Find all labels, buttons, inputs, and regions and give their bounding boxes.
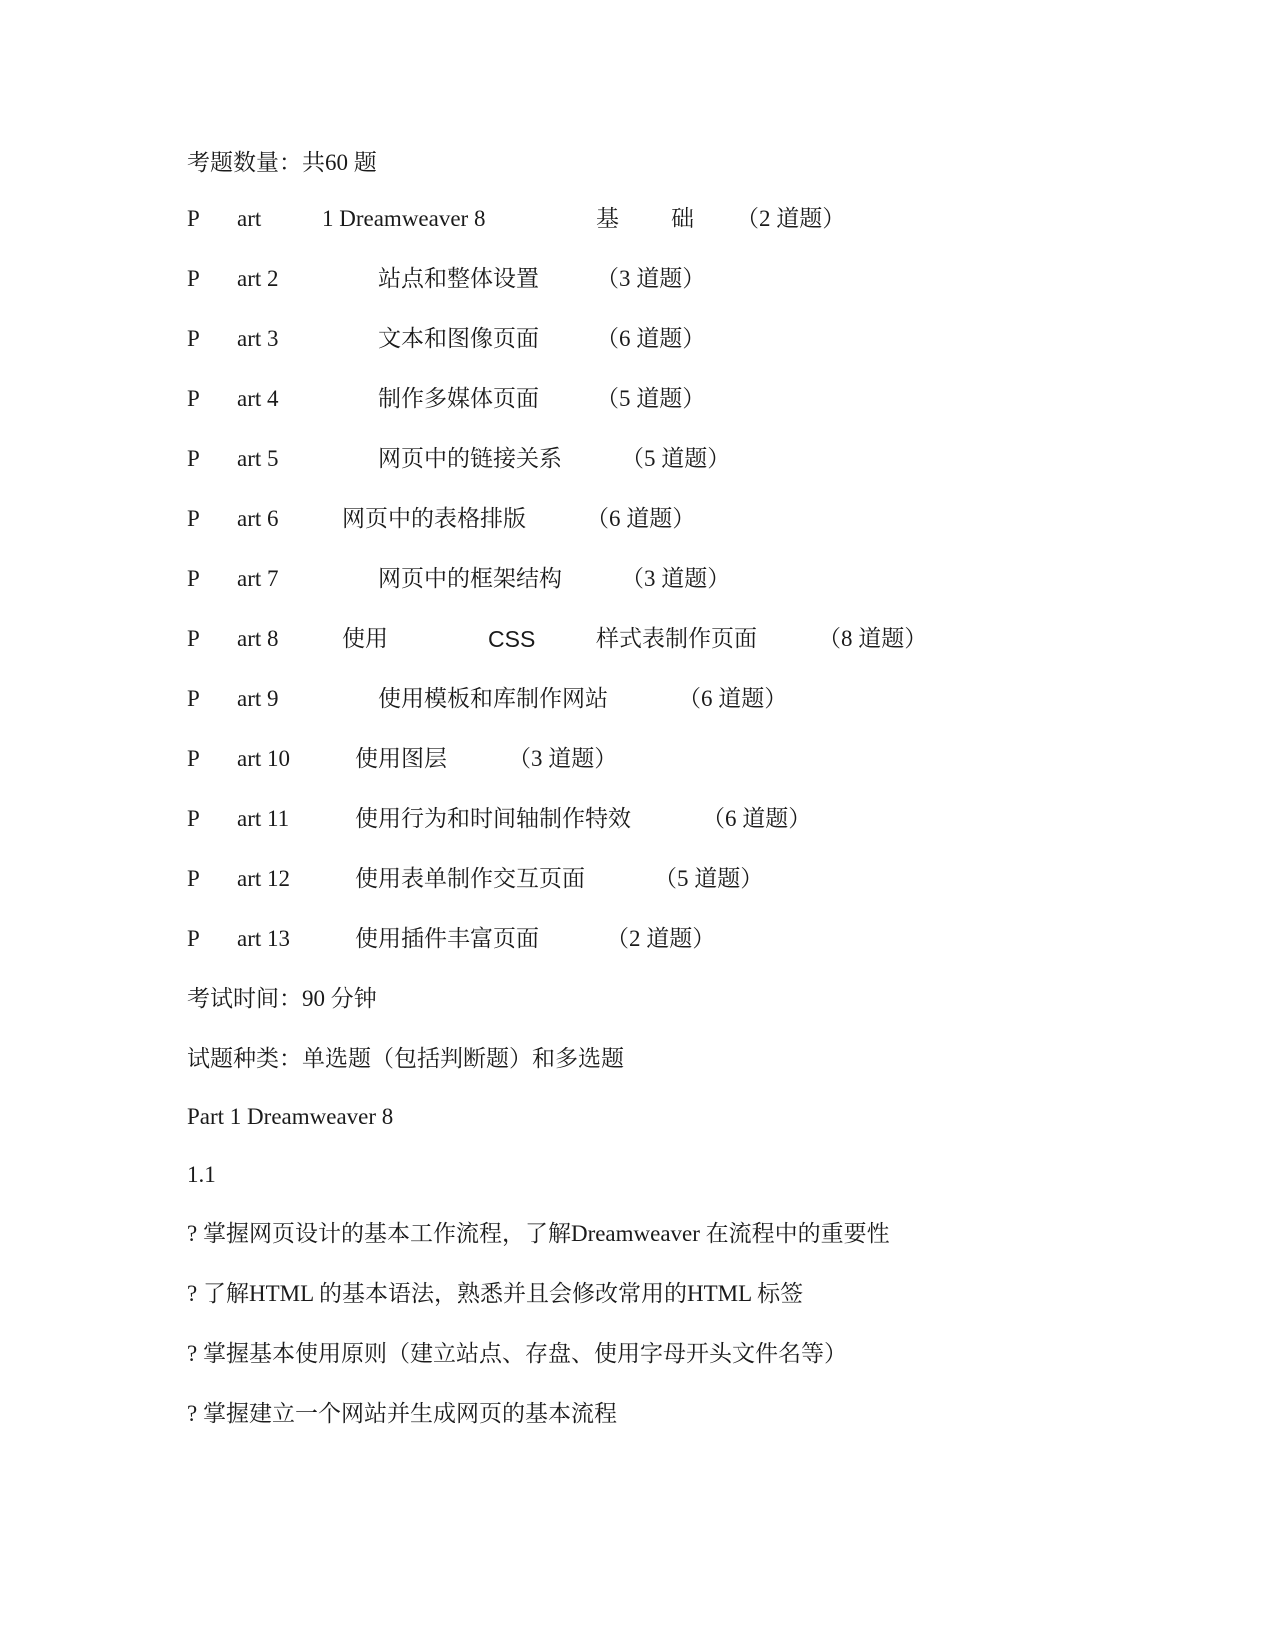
part-art: art 12: [237, 866, 291, 891]
part-art: art 13: [237, 926, 291, 951]
part-art: art: [237, 206, 262, 231]
bullet-item: ? 了解HTML 的基本语法，熟悉并且会修改常用的HTML 标签: [187, 1281, 804, 1306]
part-art: art 3: [237, 326, 279, 351]
part-count: （5 道题）: [596, 386, 706, 411]
part-count: （6 道题）: [702, 806, 812, 831]
part-row: [0, 383, 1275, 415]
section-number: 1.1: [187, 1162, 216, 1187]
part-art: art 9: [237, 686, 279, 711]
part-number: 1 Dreamweaver 8: [322, 206, 486, 231]
section-heading: Part 1 Dreamweaver 8: [187, 1104, 394, 1129]
part-row: [0, 563, 1275, 595]
part-p: P: [187, 926, 200, 951]
part-title-a: 使用: [342, 626, 388, 651]
question-count: 考题数量：共60 题: [187, 150, 377, 175]
part-row: [0, 863, 1275, 895]
part-title: 站点和整体设置: [378, 266, 539, 291]
part-row: [0, 623, 1275, 655]
part-title: 使用模板和库制作网站: [378, 686, 608, 711]
part-art: art 2: [237, 266, 279, 291]
part-p: P: [187, 866, 200, 891]
part-art: art 6: [237, 506, 279, 531]
part-art: art 11: [237, 806, 290, 831]
part-count: （6 道题）: [586, 506, 696, 531]
bullet-item: ? 掌握建立一个网站并生成网页的基本流程: [187, 1401, 617, 1426]
part-p: P: [187, 266, 200, 291]
part-row: [0, 443, 1275, 475]
part-count: （5 道题）: [621, 446, 731, 471]
part-count: （8 道题）: [818, 626, 928, 651]
part-row: [0, 203, 1275, 235]
part-title: 使用图层: [355, 746, 447, 771]
bullet-item: ? 掌握基本使用原则（建立站点、存盘、使用字母开头文件名等）: [187, 1341, 847, 1366]
part-art: art 10: [237, 746, 291, 771]
part-p: P: [187, 746, 200, 771]
part-p: P: [187, 686, 200, 711]
part-row: [0, 503, 1275, 535]
part-count: （3 道题）: [596, 266, 706, 291]
part-title: 网页中的链接关系: [378, 446, 562, 471]
part-title: 网页中的框架结构: [378, 566, 562, 591]
part-row: [0, 743, 1275, 775]
part-count: （6 道题）: [678, 686, 788, 711]
part-art: art 4: [237, 386, 279, 411]
part-p: P: [187, 386, 200, 411]
part-title: 制作多媒体页面: [378, 386, 539, 411]
part-p: P: [187, 806, 200, 831]
part-title: 使用行为和时间轴制作特效: [355, 806, 631, 831]
part-row: [0, 683, 1275, 715]
part-art: art 8: [237, 626, 279, 651]
part-p: P: [187, 566, 200, 591]
part-p: P: [187, 506, 200, 531]
exam-time: 考试时间：90 分钟: [187, 986, 377, 1011]
part-p: P: [187, 446, 200, 471]
part-count: （3 道题）: [621, 566, 731, 591]
part-row: [0, 923, 1275, 955]
part-title: 文本和图像页面: [378, 326, 539, 351]
part-count: （6 道题）: [596, 326, 706, 351]
part-count: （5 道题）: [654, 866, 764, 891]
part-row: [0, 803, 1275, 835]
part-count: （2 道题）: [606, 926, 716, 951]
part-title-a: 基: [596, 206, 619, 231]
part-art: art 5: [237, 446, 279, 471]
part-title-b: 础: [671, 206, 694, 231]
part-p: P: [187, 626, 200, 651]
part-title: 使用表单制作交互页面: [355, 866, 585, 891]
bullet-item: ? 掌握网页设计的基本工作流程，了解Dreamweaver 在流程中的重要性: [187, 1221, 890, 1246]
part-row: [0, 263, 1275, 295]
part-row: [0, 323, 1275, 355]
part-count: （3 道题）: [508, 746, 618, 771]
part-title-b: CSS: [488, 626, 536, 652]
part-art: art 7: [237, 566, 279, 591]
part-title: 网页中的表格排版: [342, 506, 526, 531]
question-types: 试题种类：单选题（包括判断题）和多选题: [187, 1046, 624, 1071]
part-count: （2 道题）: [736, 206, 846, 231]
part-title: 使用插件丰富页面: [355, 926, 539, 951]
part-p: P: [187, 326, 200, 351]
part-title-c: 样式表制作页面: [596, 626, 757, 651]
part-p: P: [187, 206, 200, 231]
